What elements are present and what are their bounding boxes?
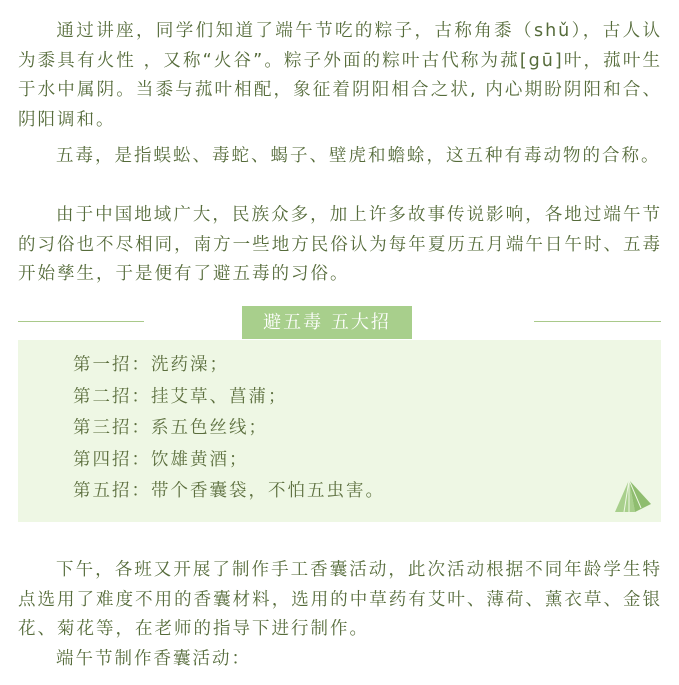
- paragraph-sachet-activity-text: 下午，各班又开展了制作手工香囊活动，此次活动根据不同年龄学生特点选用了难度不用的香囊材料，选用的中草药有艾叶、薄荷、薰衣草、金银花、菊花等，在老师的指导下进行制作。: [18, 560, 662, 639]
- tip-item: 第二招：挂艾草、菖蒲；: [73, 386, 288, 407]
- divider-left: [18, 321, 144, 322]
- paragraph-zongzi: [18, 17, 662, 135]
- paragraph-customs-text: 由于中国地域广大，民族众多，加上许多故事传说影响，各地过端午节的习俗也不尽相同，南方一些地方民俗认为每年夏历五月端午日午时、五毒开始孳生，于是便有了避五毒的习俗。: [18, 205, 662, 284]
- tip-item: 第四招：饮雄黄酒；: [73, 449, 249, 470]
- tip-item: 第五招：带个香囊袋，不怕五虫害。: [73, 481, 385, 501]
- paragraph-customs: [18, 201, 662, 290]
- paragraph-sachet-caption: [18, 645, 662, 675]
- paragraph-zongzi-text: 通过讲座，同学们知道了端午节吃的粽子，古称角黍（shǔ），古人认为黍具有火性 ，又称“火谷”。粽子外面的粽叶古代称为菰[gū]叶，菰叶生于水中属阴。当黍与菰叶相配，象征着阴阳相合之状, 内心期盼阴阳和合、阴阳调和。: [18, 21, 662, 130]
- tip-item: 第三招：系五色丝线；: [73, 418, 268, 438]
- tip-item: 第一招：洗药澡；: [73, 355, 229, 375]
- divider-right: [534, 321, 661, 322]
- paragraph-five-poisons: [18, 142, 662, 172]
- tips-box: [18, 340, 661, 522]
- paragraph-sachet-caption-text: 端午节制作香囊活动：: [56, 649, 251, 669]
- tips-list: [73, 350, 385, 508]
- tent-icon: [613, 478, 653, 514]
- paragraph-five-poisons-text: 五毒，是指蜈蚣、毒蛇、蝎子、壁虎和蟾蜍，这五种有毒动物的合称。: [56, 146, 661, 166]
- section-title-banner: 避五毒 五大招: [242, 306, 412, 339]
- paragraph-sachet-activity: [18, 556, 662, 645]
